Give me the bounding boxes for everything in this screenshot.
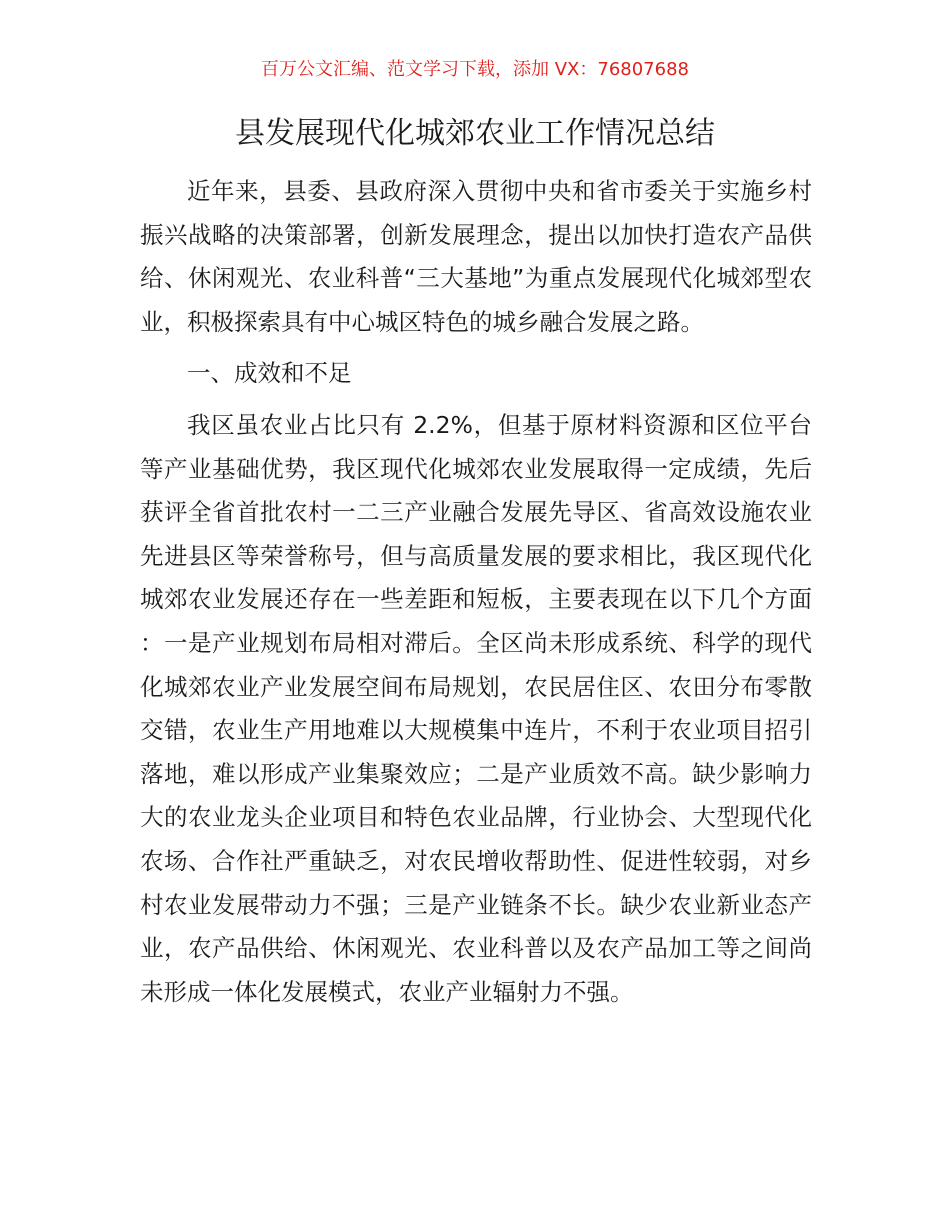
section-1-paragraph: 我区虽农业占比只有 2.2%，但基于原材料资源和区位平台等产业基础优势，我区现代化城郊农业发展取得一定成绩，先后获评全省首批农村一二三产业融合发展先导区、省高效设施农业先进县区等荣誉称号，但与高质量发展的要求相比，我区现代化城郊农业发展还存在一些差距和短板，主要表现在以下几个方面：一是产业规划布局相对滞后。全区尚未形成系统、科学的现代化城郊农业产业发展空间布局规划，农民居住区、农田分布零散交错，农业生产用地难以大规模集中连片，不利于农业项目招引落地，难以形成产业集聚效应；二是产业质效不高。缺少影响力大的农业龙头企业项目和特色农业品牌，行业协会、大型现代化农场、合作社严重缺乏，对农民增收帮助性、促进性较弱，对乡村农业发展带动力不强；三是产业链条不长。缺少农业新业态产业，农产品供给、休闲观光、农业科普以及农产品加工等之间尚未形成一体化发展模式，农业产业辐射力不强。	[140, 410, 812, 1006]
document-title: 县发展现代化城郊农业工作情况总结	[235, 116, 715, 151]
header-watermark-note: 百万公文汇编、范文学习下载，添加 VX：76807688	[261, 59, 689, 80]
document-body	[140, 170, 812, 1014]
intro-paragraph: 近年来，县委、县政府深入贯彻中央和省市委关于实施乡村振兴战略的决策部署，创新发展理念，提出以加快打造农产品供给、休闲观光、农业科普“三大基地”为重点发展现代化城郊型农业，积极探索具有中心城区特色的城乡融合发展之路。	[140, 177, 812, 336]
section-heading-1: 一、成效和不足	[187, 359, 352, 388]
